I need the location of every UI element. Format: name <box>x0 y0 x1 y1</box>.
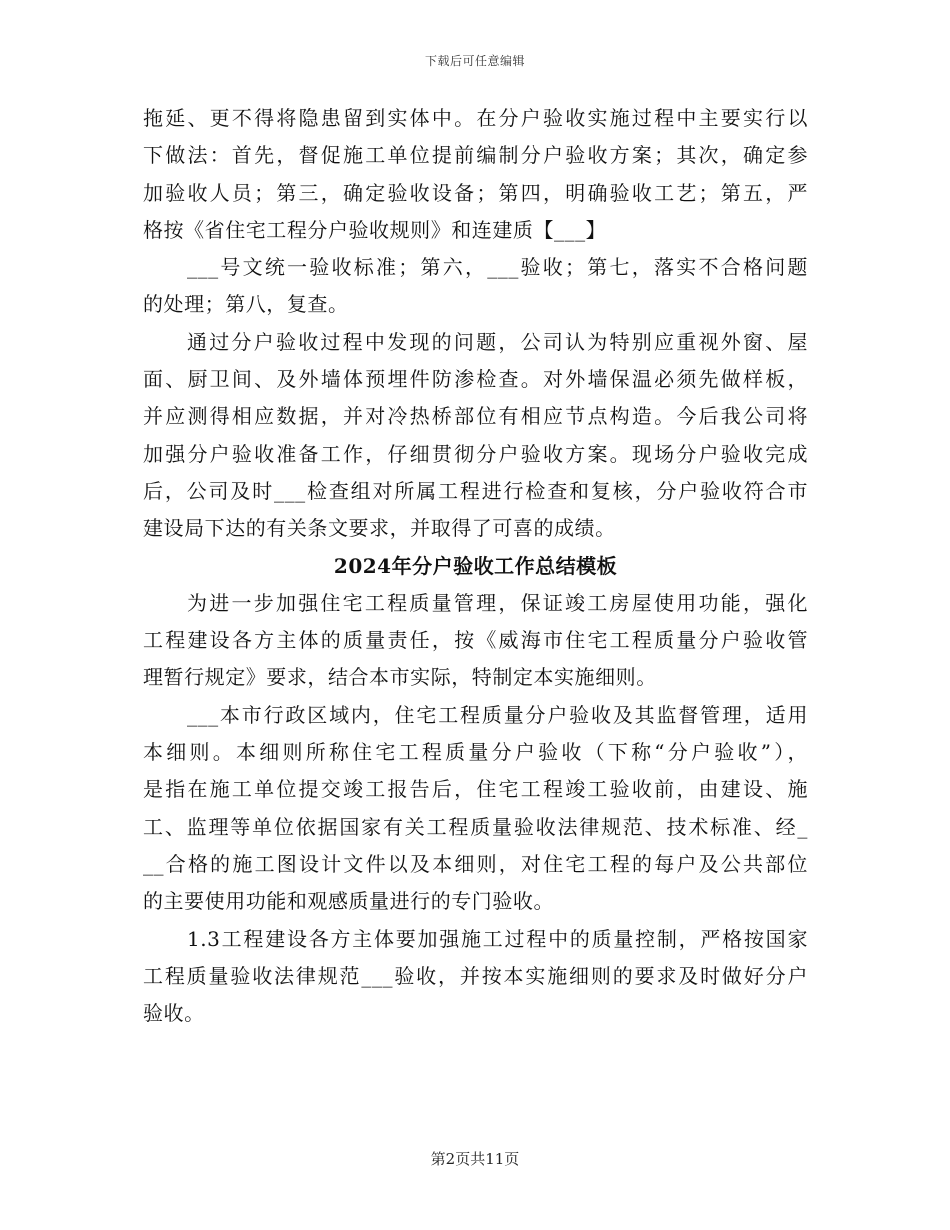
text-line: 1.3工程建设各方主体要加强施工过程中的质量控制，严格按国家 <box>187 926 808 951</box>
text-line: 建设局下达的有关条文要求，并取得了可喜的成绩。 <box>143 516 616 541</box>
text-line: 加验收人员；第三，确定验收设备；第四，明确验收工艺；第五，严 <box>143 180 808 205</box>
page-number: 第2页共11页 <box>430 1150 520 1168</box>
text-line: 下做法：首先，督促施工单位提前编制分户验收方案；其次，确定参 <box>143 143 808 168</box>
text-line: 工、监理等单位依据国家有关工程质量验收法律规范、技术标准、经_ <box>143 814 808 839</box>
text-line: __合格的施工图设计文件以及本细则，对住宅工程的每户及公共部位 <box>143 851 808 876</box>
text-line: 面、厨卫间、及外墙体预埋件防渗检查。对外墙保温必须先做样板， <box>143 367 808 392</box>
text-line: 后，公司及时___检查组对所属工程进行检查和复核，分户验收符合市 <box>143 478 808 503</box>
text-line: ___本市行政区域内，住宅工程质量分户验收及其监督管理，适用 <box>187 702 808 727</box>
text-line: 加强分户验收准备工作，仔细贯彻分户验收方案。现场分户验收完成 <box>143 441 808 466</box>
text-line: 的主要使用功能和观感质量进行的专门验收。 <box>143 889 554 914</box>
text-line: 理暂行规定》要求，结合本市实际，特制定本实施细则。 <box>143 665 657 690</box>
text-line: 工程质量验收法律规范___验收，并按本实施细则的要求及时做好分户 <box>143 963 808 988</box>
text-line: 的处理；第八，复查。 <box>143 292 349 317</box>
text-line: 为进一步加强住宅工程质量管理，保证竣工房屋使用功能，强化 <box>187 590 808 615</box>
document-body <box>143 100 808 1032</box>
text-line: 是指在施工单位提交竣工报告后，住宅工程竣工验收前，由建设、施 <box>143 777 808 802</box>
text-line: 格按《省住宅工程分户验收规则》和连建质【___】 <box>143 217 607 242</box>
page-header-note: 下载后可任意编辑 <box>424 54 525 68</box>
text-line: 工程建设各方主体的质量责任，按《威海市住宅工程质量分户验收管 <box>143 628 808 653</box>
text-line: 本细则。本细则所称住宅工程质量分户验收（下称“分户验收”）， <box>143 740 808 765</box>
text-line: 验收。 <box>143 1001 205 1026</box>
text-line: ___号文统一验收标准；第六，___验收；第七，落实不合格问题 <box>187 255 808 280</box>
text-line: 通过分户验收过程中发现的问题，公司认为特别应重视外窗、屋 <box>187 329 808 354</box>
text-line: 拖延、更不得将隐患留到实体中。在分户验收实施过程中主要实行以 <box>143 106 808 130</box>
text-line: 并应测得相应数据，并对冷热桥部位有相应节点构造。今后我公司将 <box>143 404 808 429</box>
section-title: 2024年分户验收工作总结模板 <box>333 553 618 578</box>
